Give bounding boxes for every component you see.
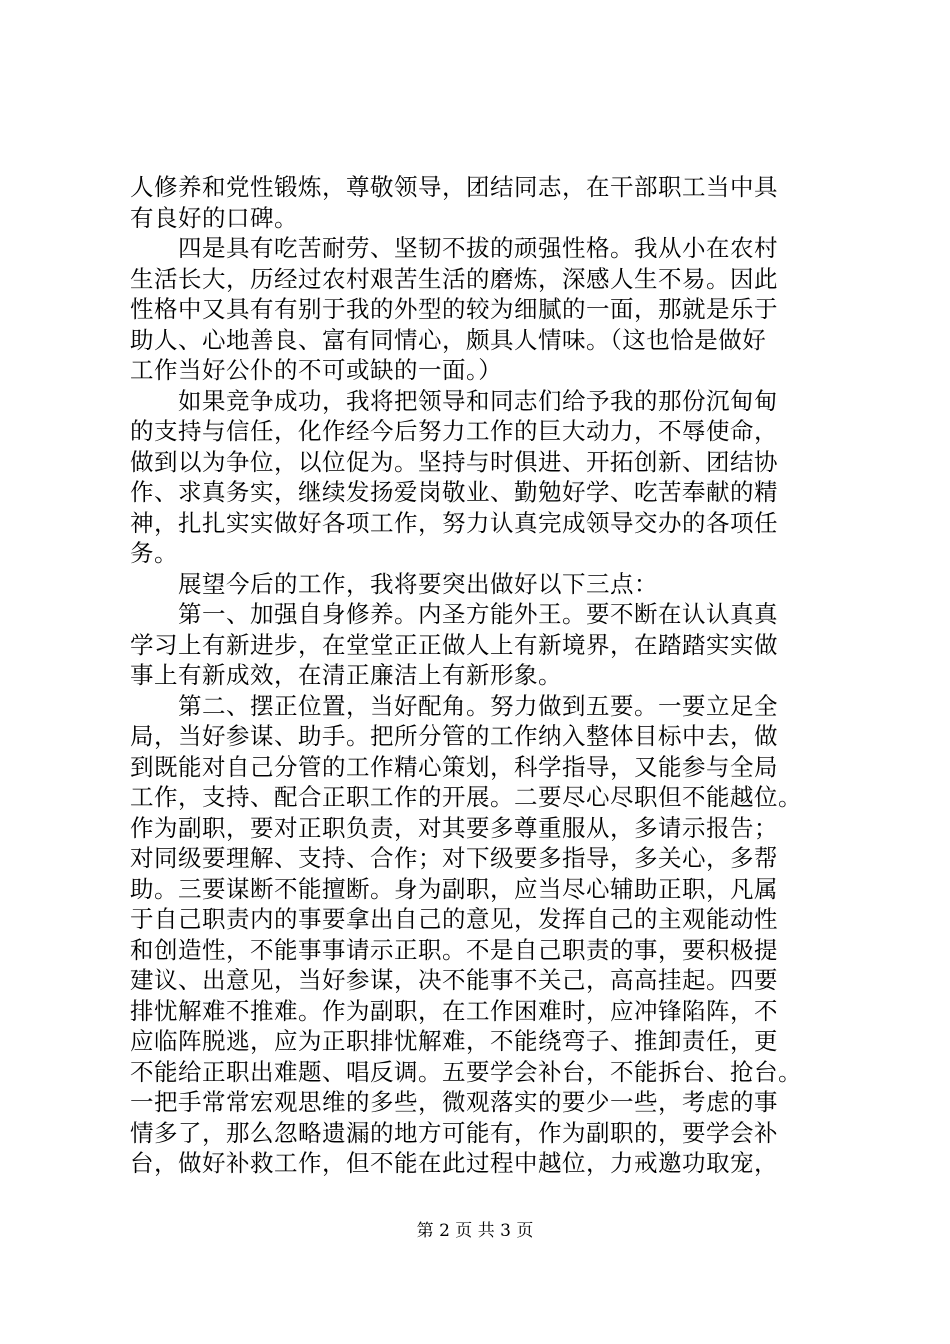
text-line: 于自己职责内的事要拿出自己的意见，发挥自己的主观能动性 — [130, 905, 778, 933]
text-line: 助。三要谋断不能擅断。身为副职，应当尽心辅助正职，凡属 — [130, 874, 778, 903]
text-line: 工作当好公仆的不可或缺的一面。） — [130, 356, 503, 384]
text-line: 第一、加强自身修养。内圣方能外王。要不断在认认真真 — [130, 600, 778, 628]
text-line: 务。 — [130, 539, 178, 567]
page-number-label: 第 2 页 共 3 页 — [416, 1221, 534, 1241]
text-line: 台，做好补救工作，但不能在此过程中越位，力戒邀功取宠， — [130, 1149, 778, 1177]
text-line: 人修养和党性锻炼，尊敬领导，团结同志，在干部职工当中具 — [130, 173, 778, 201]
text-line: 对同级要理解、支持、合作；对下级要多指导，多关心，多帮 — [130, 844, 778, 872]
text-line: 四是具有吃苦耐劳、坚韧不拔的顽强性格。我从小在农村 — [130, 234, 778, 262]
text-line: 的支持与信任，化作经今后努力工作的巨大动力，不辱使命， — [130, 417, 778, 445]
text-line: 不能给正职出难题、唱反调。五要学会补台，不能拆台、抢台。 — [130, 1057, 802, 1086]
text-line: 到既能对自己分管的工作精心策划，科学指导，又能参与全局 — [130, 752, 778, 781]
text-line: 事上有新成效，在清正廉洁上有新形象。 — [130, 661, 562, 689]
text-line: 有良好的口碑。 — [130, 203, 298, 232]
text-line: 建议、出意见，当好参谋，决不能事不关己，高高挂起。四要 — [130, 966, 778, 994]
text-line: 做到以为争位，以位促为。坚持与时俱进、开拓创新、团结协 — [130, 447, 778, 476]
text-line: 情多了，那么忽略遗漏的地方可能有，作为副职的，要学会补 — [130, 1118, 778, 1147]
text-line: 如果竞争成功，我将把领导和同志们给予我的那份沉甸甸 — [130, 386, 778, 415]
text-line: 展望今后的工作，我将要突出做好以下三点： — [130, 569, 658, 598]
document-body — [130, 172, 860, 1179]
text-line: 学习上有新进步，在堂堂正正做人上有新境界，在踏踏实实做 — [130, 630, 778, 659]
text-line: 一把手常常宏观思维的多些，微观落实的要少一些，考虑的事 — [130, 1088, 778, 1116]
text-line: 工作，支持、配合正职工作的开展。二要尽心尽职但不能越位。 — [130, 783, 802, 811]
text-line: 作为副职，要对正职负责，对其要多尊重服从，多请示报告； — [130, 813, 778, 842]
text-line: 排忧解难不推难。作为副职，在工作困难时，应冲锋陷阵，不 — [130, 996, 778, 1025]
text-line: 局，当好参谋、助手。把所分管的工作纳入整体目标中去，做 — [130, 722, 778, 750]
text-line: 性格中又具有有别于我的外型的较为细腻的一面，那就是乐于 — [130, 295, 778, 323]
text-line: 生活长大，历经过农村艰苦生活的磨炼，深感人生不易。因此 — [130, 264, 778, 293]
text-line: 和创造性，不能事事请示正职。不是自己职责的事，要积极提 — [130, 935, 778, 964]
text-line: 神，扎扎实实做好各项工作，努力认真完成领导交办的各项任 — [130, 508, 778, 537]
page-footer — [0, 1216, 950, 1241]
text-line: 应临阵脱逃，应为正职排忧解难，不能绕弯子、推卸责任，更 — [130, 1027, 778, 1055]
text-line: 第二、摆正位置，当好配角。努力做到五要。一要立足全 — [130, 691, 778, 720]
text-line: 助人、心地善良、富有同情心，颇具人情味。（这也恰是做好 — [130, 325, 767, 354]
text-line: 作、求真务实，继续发扬爱岗敬业、勤勉好学、吃苦奉献的精 — [130, 478, 778, 506]
